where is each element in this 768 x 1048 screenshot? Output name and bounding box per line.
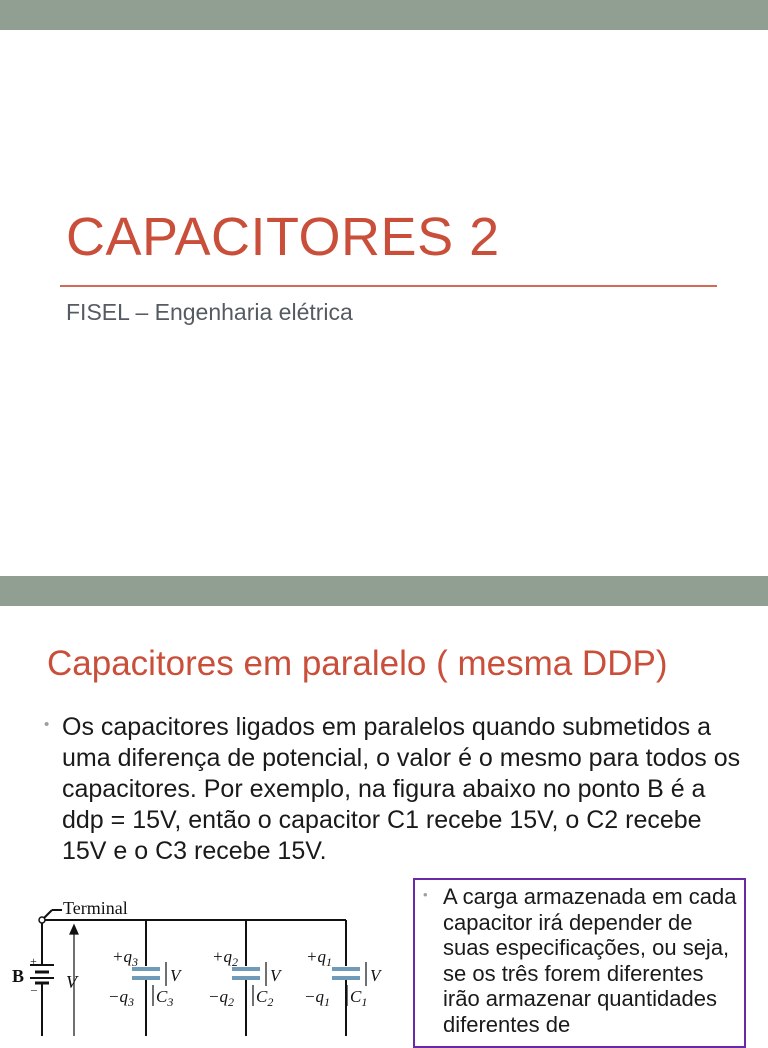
battery-voltage-label: V bbox=[66, 972, 77, 992]
charge-plus-label: +q bbox=[112, 947, 132, 966]
svg-text:−q1 bbox=[304, 987, 330, 1009]
capacitor-plate-bottom bbox=[232, 976, 260, 980]
capacitor-name-sub: 3 bbox=[167, 995, 174, 1009]
capacitor-name-sub: 2 bbox=[267, 995, 274, 1009]
battery-minus: – bbox=[31, 982, 37, 996]
capacitor-voltage-label: V bbox=[370, 966, 381, 985]
capacitor-name: C bbox=[156, 987, 168, 1006]
charge-plus-sub: 2 bbox=[231, 955, 238, 969]
bullet-dot-icon: • bbox=[423, 887, 428, 902]
charge-minus-label: −q bbox=[108, 987, 128, 1006]
svg-text:+q2 bbox=[212, 947, 238, 969]
bullet-item bbox=[44, 712, 744, 867]
note-text: A carga armazenada em cada capacitor irá depender de suas especificações, ou seja, se os três forem diferentes irão armazenar quantidades diferentes de bbox=[443, 884, 737, 1037]
parallel-capacitor-circuit-diagram bbox=[0, 876, 410, 1036]
svg-text:C2 bbox=[256, 987, 273, 1009]
battery-label: B bbox=[12, 966, 25, 986]
slide-1-top-band bbox=[0, 0, 768, 30]
battery-plus: + bbox=[30, 954, 37, 968]
slide-1-title: CAPACITORES 2 bbox=[66, 207, 500, 267]
charge-plus-sub: 3 bbox=[131, 955, 138, 969]
svg-text:+q1 bbox=[306, 947, 332, 969]
charge-minus-label: −q bbox=[208, 987, 228, 1006]
charge-minus-sub: 2 bbox=[227, 995, 234, 1009]
charge-plus-label: +q bbox=[306, 947, 326, 966]
capacitor-voltage-label: V bbox=[170, 966, 181, 985]
bullet-text: Os capacitores ligados em paralelos quando submetidos a uma diferença de potencial, o valor é o mesmo para todos os capacitores. Por exemplo, na figura abaixo no ponto B é a ddp = 15V, então o capacitor C1 recebe 15V, o C2 recebe 15V e o C3 recebe 15V. bbox=[62, 713, 741, 865]
svg-text:C3 bbox=[156, 987, 173, 1009]
charge-plus-sub: 1 bbox=[325, 955, 332, 969]
note-text-box bbox=[413, 878, 746, 1048]
capacitor-c1 bbox=[304, 947, 383, 1009]
charge-minus-label: −q bbox=[304, 987, 324, 1006]
charge-minus-sub: 3 bbox=[127, 995, 134, 1009]
capacitor-name-sub: 1 bbox=[361, 995, 368, 1009]
capacitor-voltage-label: V bbox=[270, 966, 281, 985]
charge-minus-sub: 1 bbox=[323, 995, 330, 1009]
svg-text:C1 bbox=[350, 987, 367, 1009]
capacitor-plate-bottom bbox=[132, 976, 160, 980]
svg-text:+q3 bbox=[112, 947, 138, 969]
circuit-wires bbox=[42, 910, 346, 1036]
capacitor-name: C bbox=[256, 987, 268, 1006]
slide-1-subtitle: FISEL – Engenharia elétrica bbox=[66, 299, 353, 325]
bullet-dot-icon: • bbox=[44, 716, 50, 733]
slide-2-top-band bbox=[0, 576, 768, 606]
capacitor-plate-bottom bbox=[332, 976, 360, 980]
slide-2 bbox=[0, 576, 768, 1037]
charge-plus-label: +q bbox=[212, 947, 232, 966]
terminal-node bbox=[39, 917, 45, 923]
svg-text:−q2 bbox=[208, 987, 234, 1009]
svg-text:−q3 bbox=[108, 987, 134, 1009]
capacitor-plate-top bbox=[332, 967, 360, 971]
capacitor-name: C bbox=[350, 987, 362, 1006]
terminal-label: Terminal bbox=[63, 898, 128, 918]
title-underline bbox=[60, 285, 717, 287]
slide-2-title: Capacitores em paralelo ( mesma DDP) bbox=[47, 644, 668, 683]
